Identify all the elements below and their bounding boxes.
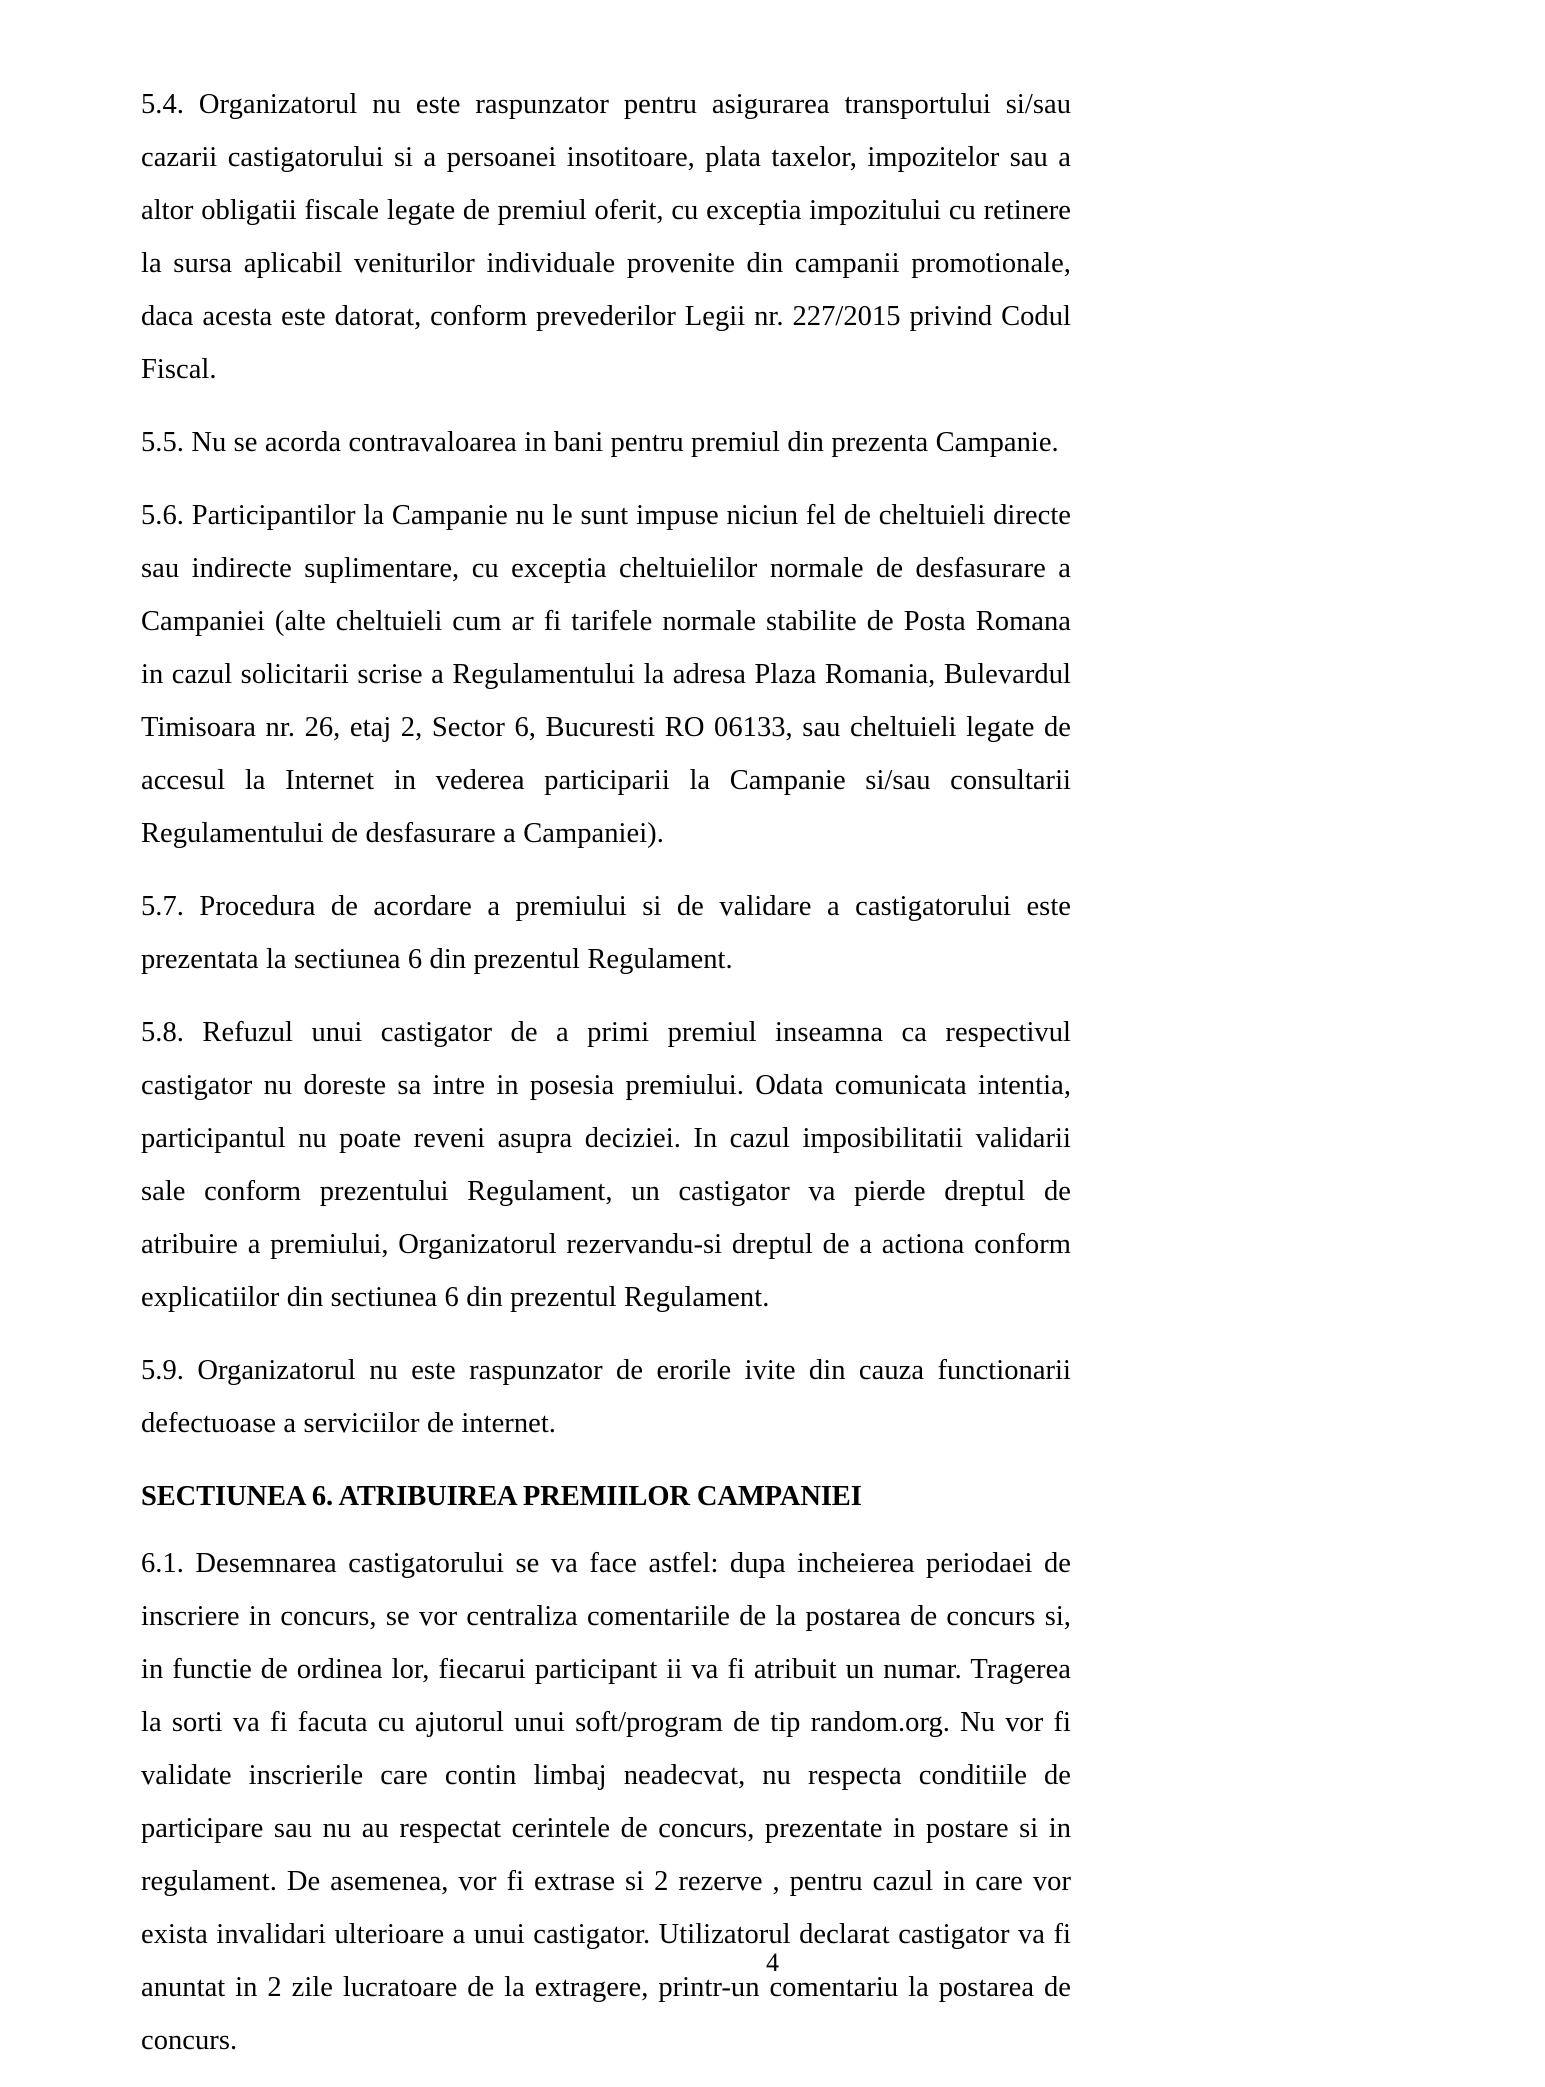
section-heading-6: SECTIUNEA 6. ATRIBUIREA PREMIILOR CAMPANIEI: [141, 1481, 862, 1512]
paragraph-6-1: 6.1. Desemnarea castigatorului se va face astfel: dupa incheierea periodaei de inscriere in concurs, se vor centraliza comentariile de la postarea de concurs si, in functie de ordinea lor, fiecarui participant ii va fi atribuit un numar. Tragerea la sorti va fi facuta cu ajutorul unui soft/program de tip random.org. Nu vor fi validate inscrierile care contin limbaj neadecvat, nu respecta conditiile de participare sau nu au respectat cerintele de concurs, prezentate in postare si in regulament. De asemenea, vor fi extrase si 2 rezerve , pentru cazul in care vor exista invalidari ulterioare a unui castigator. Utilizatorul declarat castigator va fi anuntat in 2 zile lucratoare de la extragere, printr-un comentariu la postarea de concurs.: [141, 1548, 1071, 2056]
document-body: [141, 78, 1071, 2087]
paragraph-5-5: 5.5. Nu se acorda contravaloarea in bani pentru premiul din prezenta Campanie.: [141, 427, 1059, 458]
paragraph-5-4: 5.4. Organizatorul nu este raspunzator pentru asigurarea transportului si/sau cazarii castigatorului si a persoanei insotitoare, plata taxelor, impozitelor sau a altor obligatii fiscale legate de premiul oferit, cu exceptia impozitului cu retinere la sursa aplicabil veniturilor individuale provenite din campanii promotionale, daca acesta este datorat, conform prevederilor Legii nr. 227/2015 privind Codul Fiscal.: [141, 89, 1071, 385]
page-number: 4: [766, 1948, 779, 1977]
paragraph-5-7: 5.7. Procedura de acordare a premiului si de validare a castigatorului este prezentata la sectiunea 6 din prezentul Regulament.: [141, 891, 1071, 975]
paragraph-5-9: 5.9. Organizatorul nu este raspunzator de erorile ivite din cauza functionarii defectuoase a serviciilor de internet.: [141, 1355, 1071, 1439]
paragraph-5-8: 5.8. Refuzul unui castigator de a primi premiul inseamna ca respectivul castigator nu doreste sa intre in posesia premiului. Odata comunicata intentia, participantul nu poate reveni asupra deciziei. In cazul imposibilitatii validarii sale conform prezentului Regulament, un castigator va pierde dreptul de atribuire a premiului, Organizatorul rezervandu-si dreptul de a actiona conform explicatiilor din sectiunea 6 din prezentul Regulament.: [141, 1017, 1071, 1313]
paragraph-5-6: 5.6. Participantilor la Campanie nu le sunt impuse niciun fel de cheltuieli directe sau indirecte suplimentare, cu exceptia cheltuielilor normale de desfasurare a Campaniei (alte cheltuieli cum ar fi tarifele normale stabilite de Posta Romana in cazul solicitarii scrise a Regulamentului la adresa Plaza Romania, Bulevardul Timisoara nr. 26, etaj 2, Sector 6, Bucuresti RO 06133, sau cheltuieli legate de accesul la Internet in vederea participarii la Campanie si/sau consultarii Regulamentului de desfasurare a Campaniei).: [141, 500, 1071, 849]
